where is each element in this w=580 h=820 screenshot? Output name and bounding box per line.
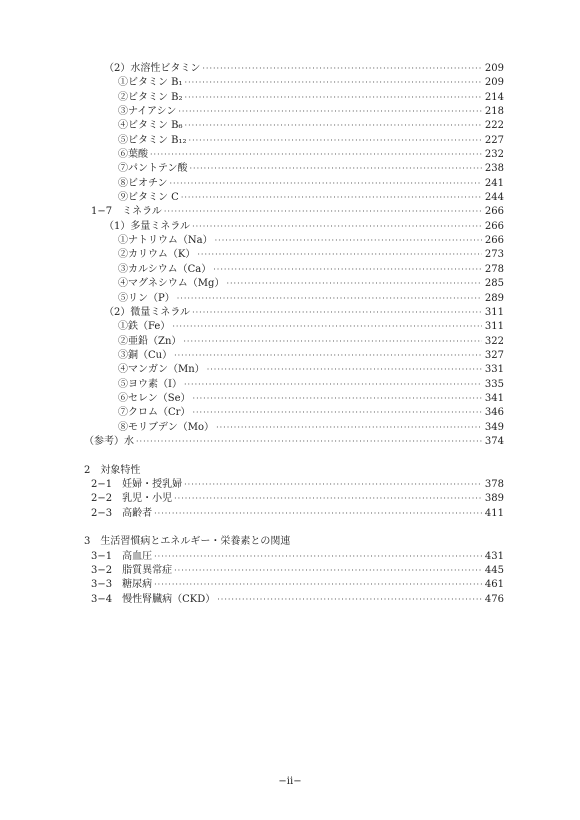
toc-entry[interactable] [84, 105, 504, 119]
toc-entry-label: 3−2 脂質異常症 [91, 565, 173, 577]
toc-entry[interactable] [84, 320, 504, 334]
toc-entry[interactable] [84, 593, 504, 607]
dot-leader [189, 134, 482, 148]
toc-entry[interactable] [84, 177, 504, 191]
toc-entry[interactable] [84, 507, 504, 521]
toc-entry-page-number: 209 [484, 77, 504, 89]
toc-entry-label: ④ビタミン B₆ [118, 120, 183, 132]
dot-leader [174, 564, 482, 578]
toc-entry-label: ③カルシウム（Ca） [118, 263, 212, 275]
toc-entry[interactable] [84, 335, 504, 349]
table-of-contents [84, 62, 504, 607]
toc-entry-label: （2）水溶性ビタミン [104, 63, 201, 74]
toc-entry-page-number: 209 [484, 63, 504, 74]
dot-leader [154, 507, 482, 521]
toc-heading-label: 2 対象特性 [84, 464, 141, 476]
toc-entry-page-number: 431 [484, 550, 504, 562]
toc-entry[interactable] [84, 363, 504, 377]
toc-entry-label: 2−2 乳児・小児 [91, 493, 173, 505]
dot-leader [185, 119, 482, 133]
dot-leader [185, 76, 482, 90]
toc-entry-page-number: 244 [484, 192, 504, 204]
toc-entry-label: ⑨ビタミン C [118, 192, 179, 204]
dot-leader [154, 578, 482, 592]
toc-entry-page-number: 232 [484, 149, 504, 161]
toc-entry-label: 1−7 ミネラル [91, 206, 162, 218]
toc-entry-page-number: 222 [484, 120, 504, 132]
dot-leader [174, 492, 482, 506]
toc-entry-label: 2−1 妊婦・授乳婦 [91, 478, 183, 490]
toc-entry-label: 3−3 糖尿病 [91, 579, 153, 591]
dot-leader [207, 363, 482, 377]
toc-entry-label: ⑥セレン（Se） [118, 392, 191, 404]
section-gap [84, 521, 504, 535]
dot-leader [178, 105, 482, 119]
dot-leader [192, 220, 482, 234]
toc-entry-page-number: 476 [484, 593, 504, 605]
dot-leader [172, 320, 482, 334]
toc-entry[interactable] [84, 91, 504, 105]
dot-leader [154, 550, 482, 564]
dot-leader [213, 263, 482, 277]
toc-entry-label: ⑤ヨウ素（I） [118, 378, 182, 390]
toc-entry-label: ⑧モリブデン（Mo） [118, 421, 215, 433]
dot-leader [202, 62, 482, 76]
toc-entry[interactable] [84, 306, 504, 320]
toc-entry-label: ①ナトリウム（Na） [118, 235, 213, 247]
dot-leader [181, 191, 482, 205]
toc-entry-label: ⑥葉酸 [118, 149, 148, 161]
toc-entry[interactable] [84, 292, 504, 306]
dot-leader [197, 248, 482, 262]
toc-entry[interactable] [84, 76, 504, 90]
toc-entry-label: ⑦クロム（Cr） [118, 407, 191, 419]
toc-entry[interactable] [84, 162, 504, 176]
toc-entry[interactable] [84, 406, 504, 420]
toc-heading-label: 3 生活習慣病とエネルギー・栄養素との関連 [84, 536, 291, 548]
toc-entry[interactable] [84, 421, 504, 435]
dot-leader [226, 277, 482, 291]
toc-entry-page-number: 389 [484, 493, 504, 505]
toc-entry-label: ⑦パントテン酸 [118, 163, 188, 175]
toc-entry-label: ②カリウム（K） [118, 249, 196, 261]
toc-entry-page-number: 411 [484, 507, 504, 519]
toc-entry[interactable] [84, 349, 504, 363]
toc-entry-page-number: 322 [484, 335, 504, 347]
section-gap [84, 449, 504, 463]
toc-entry-page-number: 273 [484, 249, 504, 261]
toc-entry[interactable] [84, 234, 504, 248]
toc-entry-label: ②亜鉛（Zn） [118, 335, 182, 347]
dot-leader [164, 205, 482, 219]
toc-entry-label: ④マンガン（Mn） [118, 364, 205, 376]
toc-entry[interactable] [84, 148, 504, 162]
toc-entry-page-number: 218 [484, 106, 504, 118]
toc-entry-page-number: 331 [484, 364, 504, 376]
toc-entry-label: ④マグネシウム（Mg） [118, 278, 225, 290]
page-number: −ii− [278, 776, 302, 787]
dot-leader [184, 378, 482, 392]
toc-entry-page-number: 346 [484, 407, 504, 419]
dot-leader [193, 392, 482, 406]
toc-entry-label: ①鉄（Fe） [118, 321, 171, 333]
toc-section-heading [84, 535, 504, 549]
toc-entry[interactable] [84, 435, 504, 449]
toc-entry-label: ①ビタミン B₁ [118, 77, 183, 89]
toc-entry-label: （参考）水 [84, 435, 134, 447]
toc-entry-page-number: 374 [484, 435, 504, 447]
toc-entry[interactable] [84, 263, 504, 277]
dot-leader [150, 148, 482, 162]
toc-entry-label: ③銅（Cu） [118, 349, 173, 361]
dot-leader [217, 593, 482, 607]
toc-entry-page-number: 289 [484, 292, 504, 304]
toc-entry[interactable] [84, 378, 504, 392]
dot-leader [177, 292, 482, 306]
toc-entry-page-number: 378 [484, 478, 504, 490]
toc-entry-label: （1）多量ミネラル [104, 220, 191, 232]
toc-entry-page-number: 238 [484, 163, 504, 175]
dot-leader [216, 421, 482, 435]
dot-leader [184, 478, 482, 492]
toc-entry[interactable] [84, 191, 504, 205]
toc-entry[interactable] [84, 134, 504, 148]
toc-entry-page-number: 266 [484, 235, 504, 247]
toc-entry-page-number: 335 [484, 378, 504, 390]
toc-entry-page-number: 461 [484, 579, 504, 591]
toc-entry-page-number: 349 [484, 421, 504, 433]
toc-entry-page-number: 278 [484, 263, 504, 275]
toc-entry[interactable] [84, 392, 504, 406]
toc-entry-label: ⑤リン（P） [118, 292, 175, 304]
toc-entry-page-number: 266 [484, 220, 504, 232]
dot-leader [192, 406, 482, 420]
toc-entry[interactable] [84, 564, 504, 578]
toc-entry-label: 2−3 高齢者 [91, 507, 153, 519]
dot-leader [185, 91, 482, 105]
toc-entry-label: （2）微量ミネラル [104, 306, 191, 318]
toc-entry-page-number: 327 [484, 349, 504, 361]
toc-entry-page-number: 311 [484, 321, 504, 333]
toc-entry-page-number: 214 [484, 91, 504, 103]
toc-entry[interactable] [84, 119, 504, 133]
toc-entry[interactable] [84, 62, 504, 76]
toc-section-heading [84, 464, 504, 478]
toc-entry[interactable] [84, 550, 504, 564]
toc-entry-page-number: 241 [484, 177, 504, 189]
toc-entry-label: ③ナイアシン [118, 106, 177, 118]
dot-leader [192, 306, 482, 320]
dot-leader [136, 435, 482, 449]
toc-entry[interactable] [84, 277, 504, 291]
toc-entry-page-number: 311 [484, 306, 504, 318]
toc-entry[interactable] [84, 492, 504, 506]
toc-entry-page-number: 285 [484, 278, 504, 290]
dot-leader [190, 162, 483, 176]
toc-entry[interactable] [84, 220, 504, 234]
toc-entry-page-number: 445 [484, 565, 504, 577]
toc-entry[interactable] [84, 205, 504, 219]
toc-entry-label: 3−1 高血圧 [91, 550, 153, 562]
dot-leader [183, 335, 482, 349]
toc-entry-label: ⑤ビタミン B₁₂ [118, 134, 187, 146]
toc-entry[interactable] [84, 578, 504, 592]
toc-entry-label: ⑧ビオチン [118, 177, 168, 189]
toc-entry-page-number: 227 [484, 134, 504, 146]
dot-leader [170, 177, 483, 191]
toc-entry-label: ②ビタミン B₂ [118, 91, 183, 103]
toc-entry[interactable] [84, 248, 504, 262]
dot-leader [215, 234, 482, 248]
toc-entry[interactable] [84, 478, 504, 492]
toc-entry-page-number: 266 [484, 206, 504, 218]
toc-entry-label: 3−4 慢性腎臓病（CKD） [91, 593, 216, 605]
toc-entry-page-number: 341 [484, 392, 504, 404]
dot-leader [174, 349, 482, 363]
